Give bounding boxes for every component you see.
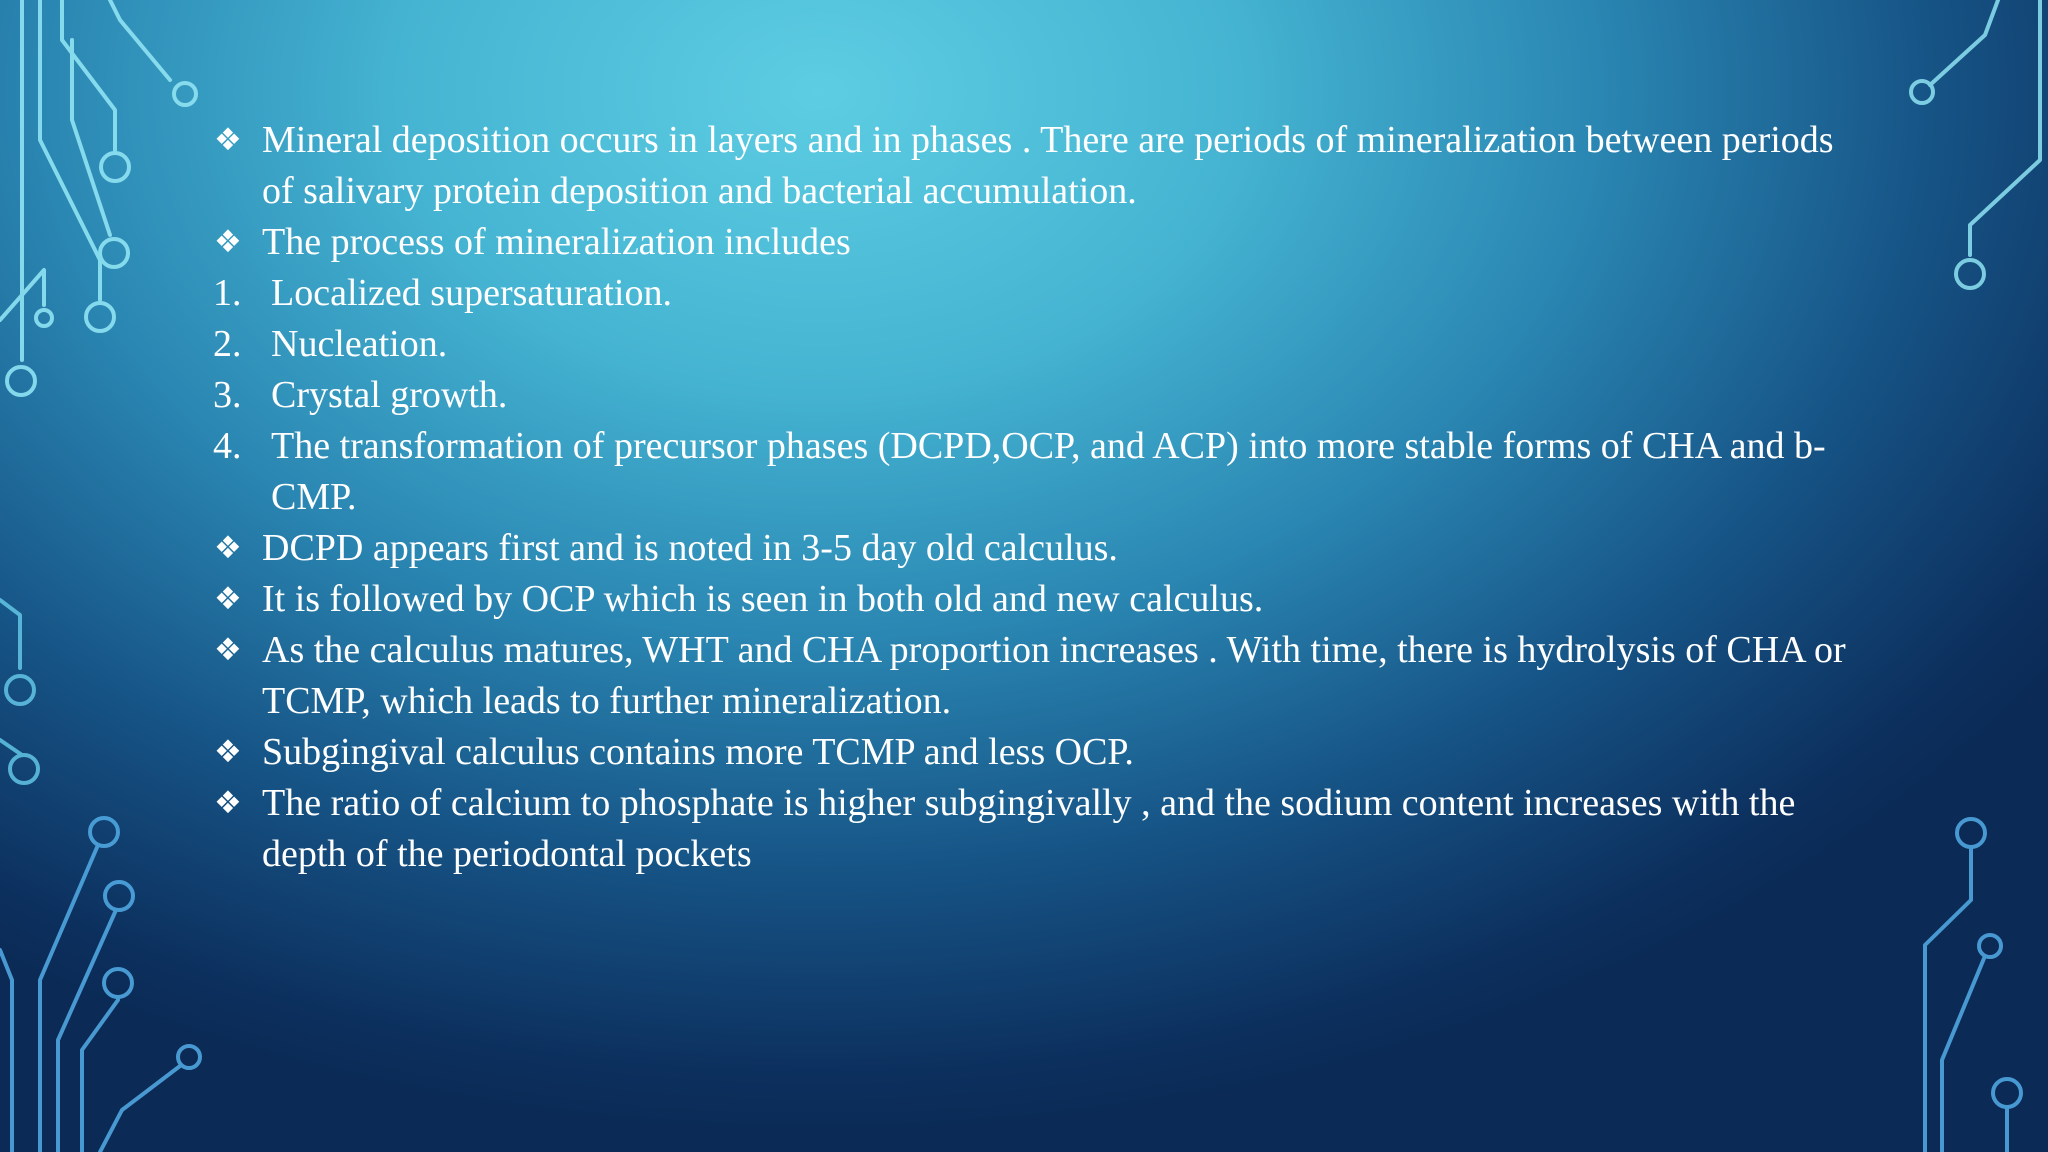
diamond-bullet-icon: ❖ xyxy=(214,785,242,821)
item-text: DCPD appears first and is noted in 3-5 day old calculus. xyxy=(262,527,1118,569)
item-text: As the calculus matures, WHT and CHA proportion increases . With time, there is hydrolysis of CHA or TCMP, which leads to further mineralization. xyxy=(262,629,1846,722)
circuit-bottom-right xyxy=(1925,819,2021,1152)
bullet-item xyxy=(212,727,1852,778)
item-text: The process of mineralization includes xyxy=(262,221,851,263)
item-text: The transformation of precursor phases (DCPD,OCP, and ACP) into more stable forms of CHA and b-CMP. xyxy=(271,425,1826,518)
item-text: Subgingival calculus contains more TCMP and less OCP. xyxy=(262,731,1134,773)
item-text: Localized supersaturation. xyxy=(271,272,672,314)
numbered-item xyxy=(212,370,1852,421)
bullet-item xyxy=(212,625,1852,727)
item-text: It is followed by OCP which is seen in both old and new calculus. xyxy=(262,578,1264,620)
diamond-bullet-icon: ❖ xyxy=(214,224,242,260)
circuit-bottom-left xyxy=(0,818,200,1152)
bullet-item xyxy=(212,523,1852,574)
numbered-item xyxy=(212,268,1852,319)
diamond-bullet-icon: ❖ xyxy=(214,122,242,158)
diamond-bullet-icon: ❖ xyxy=(214,581,242,617)
item-text: The ratio of calcium to phosphate is higher subgingivally , and the sodium content increases with the depth of the periodontal pockets xyxy=(262,782,1796,875)
numbered-item xyxy=(212,421,1852,523)
item-text: Crystal growth. xyxy=(271,374,508,416)
circuit-top-left xyxy=(0,0,196,395)
list-number: 1. xyxy=(213,272,242,314)
item-text: Mineral deposition occurs in layers and in phases . There are periods of mineralization between periods of salivary protein deposition and bacterial accumulation. xyxy=(262,119,1834,212)
diamond-bullet-icon: ❖ xyxy=(214,734,242,770)
bullet-item xyxy=(212,778,1852,880)
diamond-bullet-icon: ❖ xyxy=(214,632,242,668)
circuit-top-right xyxy=(1911,0,2040,288)
slide-body xyxy=(212,115,1852,880)
bullet-item xyxy=(212,574,1852,625)
list-number: 3. xyxy=(213,374,242,416)
item-text: Nucleation. xyxy=(271,323,448,365)
list-number: 4. xyxy=(213,425,242,467)
bullet-item xyxy=(212,217,1852,268)
circuit-left-middle xyxy=(0,600,38,783)
diamond-bullet-icon: ❖ xyxy=(214,530,242,566)
list-number: 2. xyxy=(213,323,242,365)
numbered-item xyxy=(212,319,1852,370)
bullet-item xyxy=(212,115,1852,217)
